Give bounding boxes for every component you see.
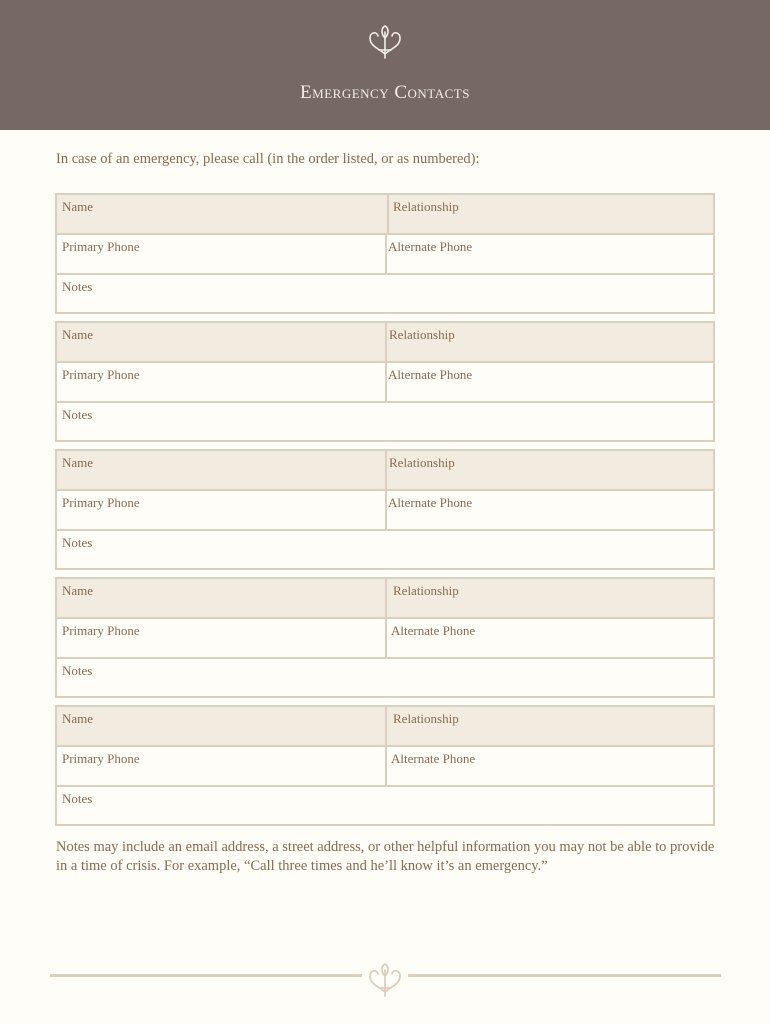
page-header	[0, 0, 770, 130]
name-field[interactable]	[57, 195, 387, 233]
name-label: Name	[62, 199, 94, 214]
alternate-phone-label: Alternate Phone	[388, 495, 473, 510]
contact-phone-row	[57, 363, 713, 403]
primary-phone-label: Primary Phone	[62, 751, 140, 766]
primary-phone-label: Primary Phone	[62, 239, 140, 254]
contact-notes-row[interactable]	[57, 403, 713, 440]
footer-rule-left	[50, 974, 362, 977]
name-label: Name	[62, 327, 94, 342]
contact-card	[55, 449, 715, 570]
contact-name-row	[57, 707, 713, 747]
name-label: Name	[62, 711, 94, 726]
name-field[interactable]	[57, 451, 385, 489]
relationship-label: Relationship	[389, 455, 455, 470]
notes-label: Notes	[62, 407, 93, 422]
contact-card	[55, 193, 715, 314]
fleur-ornament-icon	[366, 24, 404, 60]
contact-name-row	[57, 451, 713, 491]
contact-phone-row	[57, 491, 713, 531]
primary-phone-label: Primary Phone	[62, 623, 140, 638]
relationship-label: Relationship	[393, 711, 459, 726]
contact-phone-row	[57, 747, 713, 787]
intro-text: In case of an emergency, please call (in the order listed, or as numbered):	[56, 151, 480, 167]
relationship-label: Relationship	[389, 327, 455, 342]
relationship-label: Relationship	[393, 199, 459, 214]
contact-phone-row	[57, 235, 713, 275]
page-title: Emergency Contacts	[300, 82, 470, 103]
alternate-phone-label: Alternate Phone	[388, 367, 473, 382]
contact-name-row	[57, 323, 713, 363]
relationship-label: Relationship	[393, 583, 459, 598]
name-label: Name	[62, 455, 94, 470]
footer-rule-right	[408, 974, 721, 977]
footer-note: Notes may include an email address, a street address, or other helpful information you may not be able to provide in a time of crisis. For example, “Call three times and he’ll know it’s an emergency.”	[56, 839, 715, 874]
contact-card	[55, 705, 715, 826]
notes-label: Notes	[62, 535, 93, 550]
name-label: Name	[62, 583, 94, 598]
primary-phone-label: Primary Phone	[62, 495, 140, 510]
fleur-ornament-icon	[366, 962, 404, 998]
contact-notes-row[interactable]	[57, 659, 713, 696]
notes-label: Notes	[62, 663, 93, 678]
contact-phone-row	[57, 619, 713, 659]
name-field[interactable]	[57, 579, 385, 617]
contact-notes-row[interactable]	[57, 531, 713, 568]
contact-card	[55, 321, 715, 442]
name-field[interactable]	[57, 707, 385, 745]
contact-card	[55, 577, 715, 698]
alternate-phone-label: Alternate Phone	[388, 239, 473, 254]
contact-name-row	[57, 579, 713, 619]
alternate-phone-label: Alternate Phone	[391, 623, 476, 638]
alternate-phone-label: Alternate Phone	[391, 751, 476, 766]
notes-label: Notes	[62, 791, 93, 806]
contact-notes-row[interactable]	[57, 787, 713, 824]
contact-name-row	[57, 195, 713, 235]
primary-phone-label: Primary Phone	[62, 367, 140, 382]
notes-label: Notes	[62, 279, 93, 294]
contact-notes-row[interactable]	[57, 275, 713, 312]
name-field[interactable]	[57, 323, 385, 361]
